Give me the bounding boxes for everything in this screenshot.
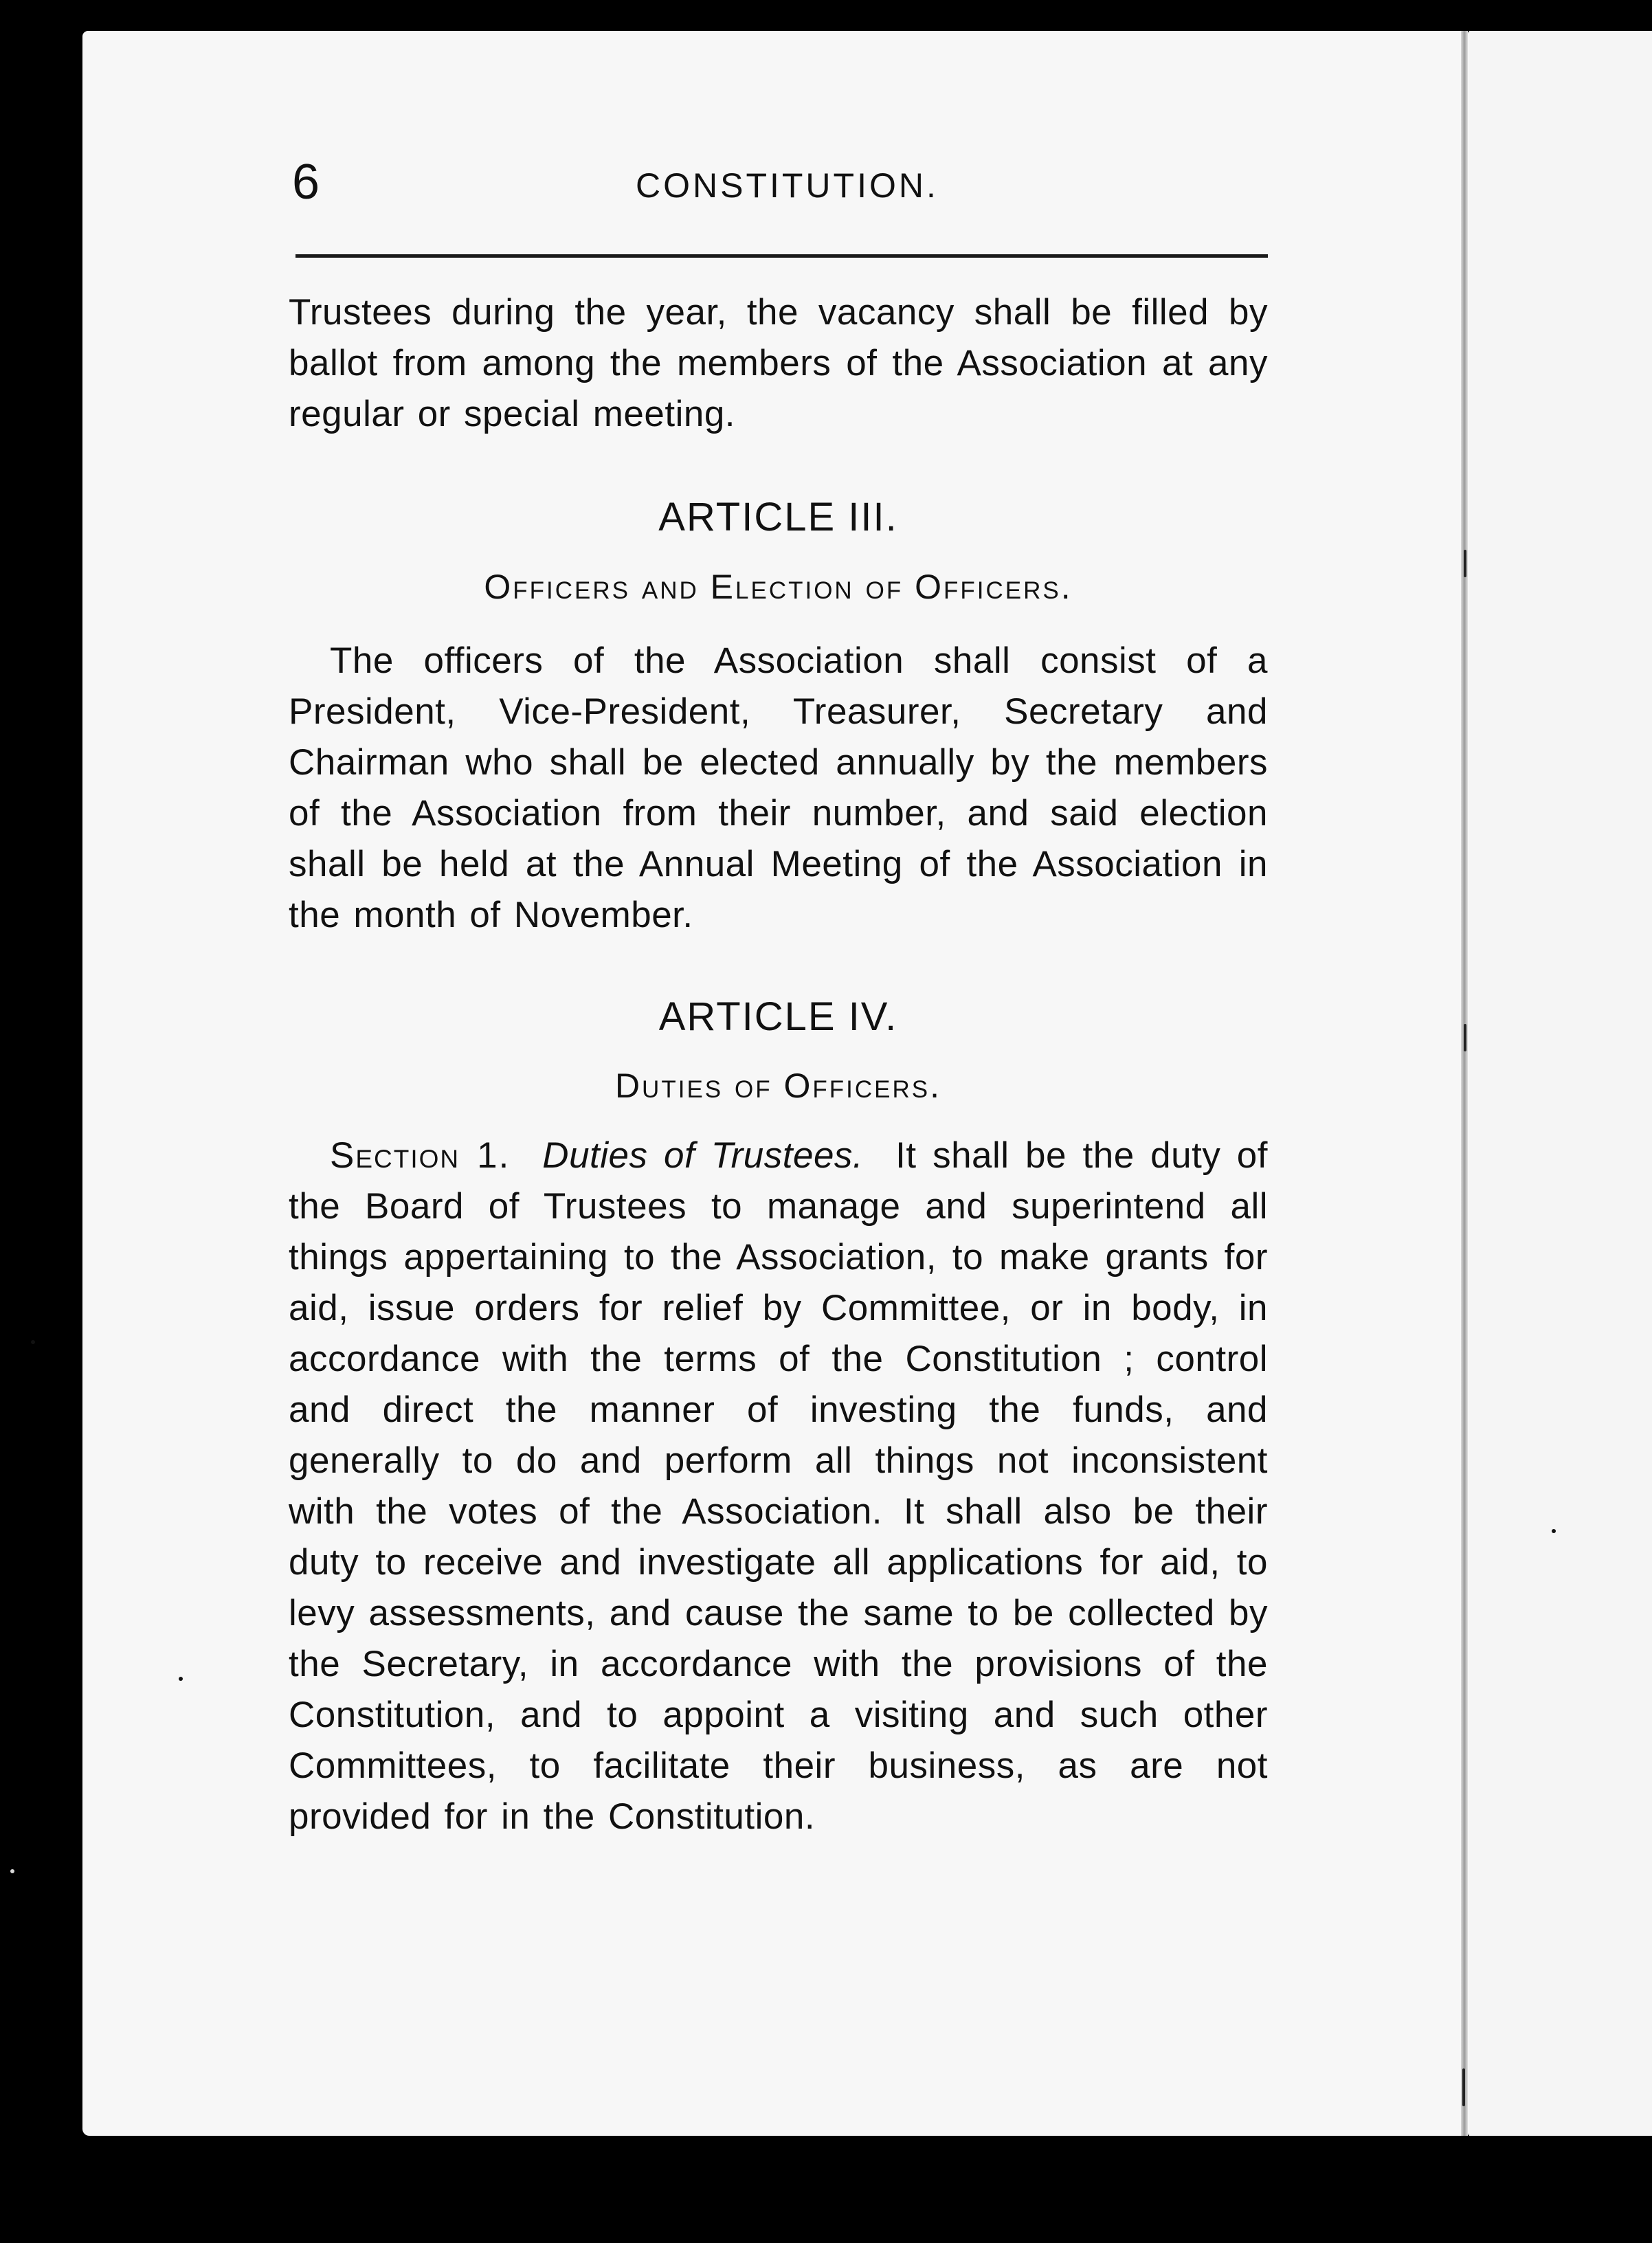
article-subheading: Officers and Election of Officers.: [484, 568, 1073, 606]
running-title: CONSTITUTION.: [636, 166, 939, 205]
scan-speck: [1552, 1529, 1556, 1533]
right-page-edge: [1469, 31, 1652, 2136]
header-rule: [295, 254, 1268, 258]
article-heading: ARTICLE III.: [658, 495, 898, 539]
scan-speck: [31, 1340, 35, 1344]
page-number: 6: [292, 155, 320, 210]
section-body: It shall be the duty of the Board of Trustees to manage and superintend all things appertaining to the Association, to make grants for aid, issue orders for relief by Committee, or in body, in accordance with the terms of the Constitution ; control and direct the manner of investing the funds, and generally to do and perform all things not inconsistent with the votes of the Association. It shall also be their duty to receive and investigate all applications for aid, to levy assessments, and cause the same to be collected by the Secretary, in accordance with the provisions of the Constitution, and to appoint a visiting and such other Committees, to facilitate their business, as are not provided for in the Constitution.: [289, 1135, 1269, 1837]
page-fold: [1461, 31, 1468, 2136]
fold-mark: [1464, 1024, 1466, 1051]
fold-mark: [1464, 550, 1466, 577]
article-heading: ARTICLE IV.: [658, 994, 898, 1039]
section-paragraph: [289, 1130, 1268, 1842]
continued-paragraph: Trustees during the year, the vacancy shall be filled by ballot from among the members of the Association at any regular or special meeting.: [289, 292, 1268, 434]
scan-speck: [10, 1869, 14, 1873]
section-title: Duties of Trustees.: [542, 1135, 864, 1176]
article-subheading: Duties of Officers.: [614, 1067, 942, 1105]
scan-speck: [179, 1677, 183, 1681]
section-label: Section 1.: [330, 1135, 511, 1176]
article-paragraph: The officers of the Association shall consist of a President, Vice-President, Treasurer, Secretary and Chairman who shall be elected annually by the members of the Association from their number, and said election shall be held at the Annual Meeting of the Association in the month of November.: [289, 640, 1268, 935]
fold-mark: [1462, 2068, 1465, 2106]
